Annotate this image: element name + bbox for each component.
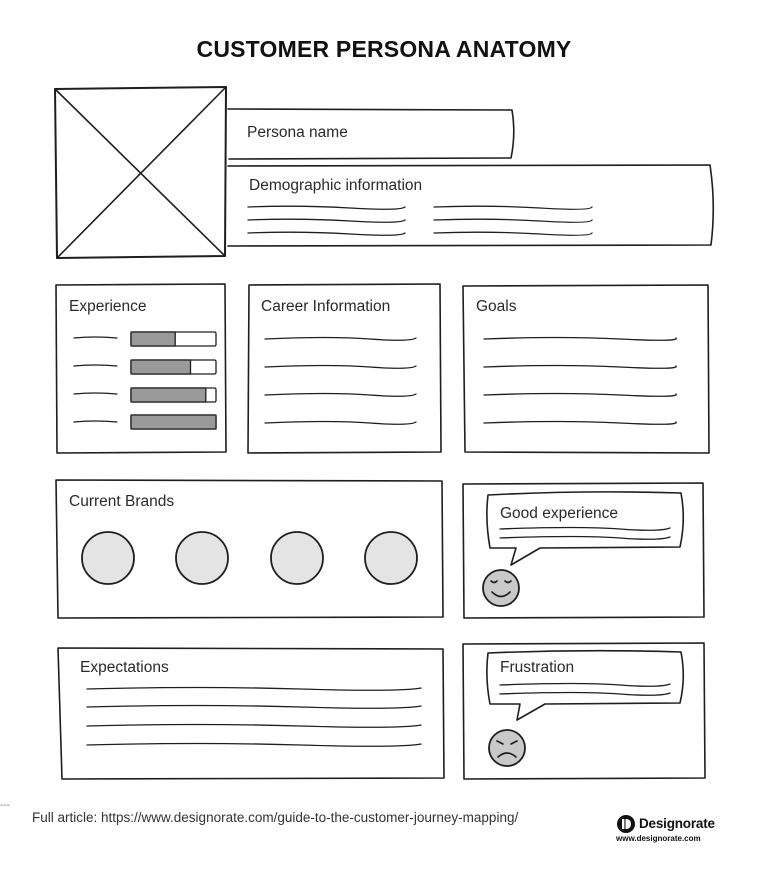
brand-logo	[614, 814, 724, 846]
persona-name-label: Persona name	[247, 124, 348, 141]
frowning-face-icon	[489, 730, 525, 766]
goals-label: Goals	[476, 298, 517, 315]
experience-bar-fill	[131, 332, 175, 346]
frustration-label: Frustration	[500, 659, 575, 676]
page-title: CUSTOMER PERSONA ANATOMY	[196, 36, 572, 62]
smiley-face-icon	[483, 570, 519, 606]
brand-name: Designorate	[639, 816, 715, 831]
article-link[interactable]: Full article: https://www.designorate.com/guide-to-the-customer-journey-mapping/	[32, 810, 519, 825]
good-experience-label: Good experience	[500, 505, 619, 522]
brand-circles	[82, 532, 417, 584]
experience-lines	[74, 337, 117, 422]
expectations-label: Expectations	[80, 659, 169, 676]
image-placeholder-icon	[55, 87, 226, 258]
designorate-logo-icon	[616, 814, 636, 834]
demographic-label: Demographic information	[249, 177, 423, 194]
expectations-lines	[87, 688, 421, 747]
experience-bar-fill	[131, 360, 191, 374]
brand-circle	[176, 532, 228, 584]
career-lines	[265, 338, 416, 425]
brand-circle	[82, 532, 134, 584]
career-label: Career Information	[261, 298, 391, 315]
experience-label: Experience	[69, 298, 147, 315]
brands-label: Current Brands	[69, 493, 175, 510]
brand-circle	[365, 532, 417, 584]
goals-lines	[484, 338, 676, 425]
demographic-lines	[248, 206, 592, 235]
edge-mark: ---	[0, 800, 10, 811]
experience-bar-fill	[131, 415, 216, 429]
experience-bars	[131, 332, 216, 429]
experience-bar-fill	[131, 388, 206, 402]
brand-circle	[271, 532, 323, 584]
brand-url: www.designorate.com	[616, 834, 701, 843]
